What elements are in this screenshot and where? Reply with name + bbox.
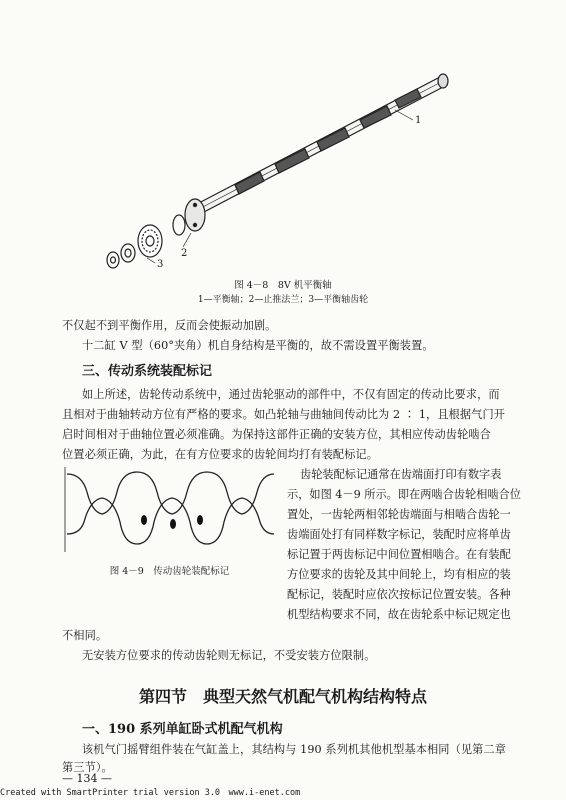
figure1-legend: 1—平衡轴；2—止推法兰；3—平衡轴齿轮: [197, 295, 369, 305]
s3-p2-l4: 齿端面处打有同样数字标记，装配时应将单齿: [287, 528, 511, 541]
gear-mesh-drawing: [62, 462, 277, 557]
s3-p1-l1: 如上所述，齿轮传动系统中，通过齿轮驱动的部件中，不仅有固定的传动比要求，而: [82, 388, 500, 401]
section3-heading: 三、传动系统装配标记: [82, 364, 213, 379]
watermark-footer: Created with SmartPrinter trial version 3.0 www.i-enet.com: [0, 788, 301, 798]
callout-1: 1: [415, 115, 422, 126]
s3-p2-l6: 方位要求的齿轮及其中间轮上，均有相应的装: [287, 568, 511, 581]
page-number: — 134 —: [62, 772, 112, 785]
figure-balance-shaft: [95, 55, 470, 275]
balance-shaft-drawing: [95, 55, 470, 275]
callout-2: 2: [181, 248, 188, 259]
text-line-2: 十二缸 V 型（60°夹角）机自身结构是平衡的，故不需设置平衡装置。: [82, 339, 434, 352]
s3-p2-l9: 不相同。: [62, 629, 108, 642]
s3-p2-l5: 标记置于两齿标记中间位置相啮合。在有装配: [287, 548, 511, 561]
s3-p2-l1: 齿轮装配标记通常在齿端面打印有数字表: [300, 468, 502, 481]
section4-sub1: 一、190 系列单缸卧式机配气机构: [82, 722, 283, 737]
figure1-caption: 图 4－8 8V 机平衡轴: [234, 280, 332, 291]
figure-gear-marks: [62, 462, 277, 557]
s3-p2-l2: 示，如图 4－9 所示。即在两啮合齿轮相啮合位: [287, 488, 521, 501]
section4-title: 第四节 典型天然气机配气机构结构特点: [138, 687, 427, 706]
s3-p2-l3: 置处，一齿轮两相邻轮齿端面与相啮合齿轮一: [287, 508, 511, 521]
text-line-1: 不仅起不到平衡作用，反而会使振动加剧。: [62, 319, 277, 332]
s3-p2-l8: 机型结构要求不同，故在齿轮系中标记规定也: [287, 608, 511, 621]
s4-p1-l1: 该机气门摇臂组件装在气缸盖上，其结构与 190 系列机其他机型基本相同（见第二章: [82, 743, 507, 756]
s3-p3: 无安装方位要求的传动齿轮则无标记，不受安装方位限制。: [82, 649, 376, 662]
s4-p1-l2: 第三节）。: [62, 761, 113, 774]
s3-p2-l7: 配标记，装配时应依次按标记位置安装。各种: [287, 588, 511, 601]
callout-3: 3: [157, 259, 164, 270]
s3-p1-l4: 位置必须正确，为此，在有方位要求的齿轮间均打有装配标记。: [62, 448, 379, 461]
s3-p1-l3: 启时间相对于曲轴位置必须准确。为保持这部件正确的安装方位，其相应传动齿轮啮合: [62, 428, 491, 441]
figure2-caption: 图 4－9 传动齿轮装配标记: [109, 566, 230, 577]
s3-p1-l2: 且相对于曲轴转动方位有严格的要求。如凸轮轴与曲轴间传动比为 2 ∶ 1，且根据气门开: [62, 408, 506, 421]
